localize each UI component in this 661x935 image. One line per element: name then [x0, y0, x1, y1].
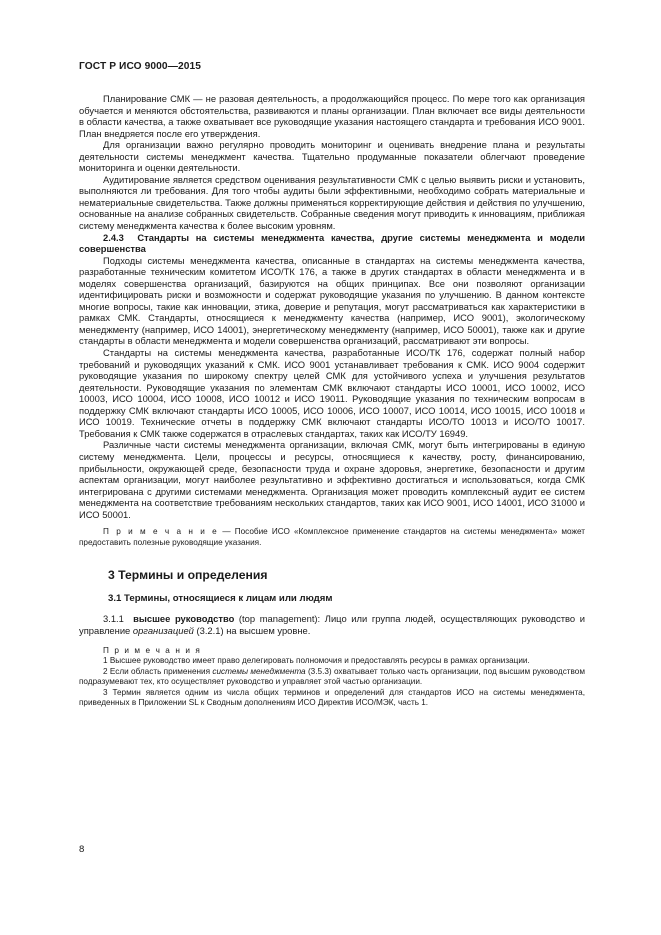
page-content — [79, 93, 585, 709]
notes-label: П р и м е ч а н и я — [103, 645, 202, 655]
paragraph-integration: Различные части системы менеджмента организации, включая СМК, могут быть интегрированы в единую систему менеджмента. Цели, процессы и ресурсы, относящиеся к качеству, росту, финансированию, прибыльности, окружающей среде, безопасности труда и охране здоровья, энергетике, безопасности и другим аспектам организации, могут наиболее результативно и эффективно достигаться и использоваться, когда СМК интегрирована с другими системами менеджмента. Организация может проводить комплексный аудит ее систем менеджмента на соответствие требованиям нескольких стандартов, таких как ИСО 9001, ИСО 14001, ИСО 31000 и ИСО 50001. — [79, 439, 585, 520]
definition-term: высшее руководство — [133, 613, 235, 625]
section-3-title: 3 Термины и определения — [108, 568, 268, 583]
paragraph-qms-planning: Планирование СМК — не разовая деятельность, а продолжающийся процесс. По мере того как организация обучается и меняются обстоятельства, развиваются и планы организации. План включает все виды деятельности в области качества, а также охватывает все руководящие указания настоящего стандарта и требования ИСО 9001. План внедряется после его утверждения. — [79, 93, 585, 139]
note-iso-handbook — [79, 527, 585, 548]
paragraph-auditing: Аудитирование является средством оценивания результативности СМК с целью выявить риски и установить, выполняются ли требования. Для того чтобы аудиты были эффективными, необходимо собрать материальные и нематериальные свидетельства. Также должны применяться корректирующие действия и действия по улучшению, основанные на анализе собранных свидетельств. Собранные сведения могут приводить к инновациям, приближая систему менеджмента качества к более высоким уровням. — [79, 173, 585, 232]
heading-text: Стандарты на системы менеджмента качества, другие системы менеджмента и модели совершенства — [79, 231, 585, 255]
note-2: 2 Если область применения системы менеджмента (3.5.3) охватывает только часть организации, под высшим руководством подразумевают тех, кто осуществляет руководство и управляет этой частью организации. — [79, 666, 585, 687]
document-header: ГОСТ Р ИСО 9000—2015 — [79, 61, 202, 72]
heading-number: 2.4.3 — [103, 231, 124, 243]
section-3-1-title: 3.1 Термины, относящиеся к лицам или людям — [108, 593, 333, 605]
paragraph-monitoring: Для организации важно регулярно проводить мониторинг и оценивать внедрение плана и результаты деятельности системы менеджмент качества. Тщательно продуманные показатели облегчают проведение мониторинга и оценки деятельности. — [79, 139, 585, 174]
definition-text-b: (3.2.1) на высшем уровне. — [193, 624, 311, 636]
paragraph-approaches: Подходы системы менеджмента качества, описанные в стандартах на системы менеджмента качества, разработанные техническим комитетом ИСО/ТК 176, а также в других стандартах в области менеджмента и в моделях совершенства организаций, базируются на общих принципах. Все они позволяют организации идентифицировать риски и возможности и содержат руководящие указания по улучшению. В данном контексте многие вопросы, такие как инновации, этика, доверие и репутация, могут рассматриваться как характеристики в рамках СМК. Стандарты, относящиеся к менеджменту качества (например, ИСО 9001), экологическому менеджменту (например, ИСО 14001), энергетическому менеджменту (например, ИСО 50001), также как и другие стандарты в области менеджмента и модели совершенства организаций, рассматривают эти вопросы. — [79, 254, 585, 347]
page-number: 8 — [79, 844, 85, 855]
note-label: П р и м е ч а н и е — [103, 527, 219, 537]
heading-2-4-3 — [79, 232, 585, 255]
definition-english: (top management): — [234, 613, 325, 625]
note-1: 1 Высшее руководство имеет право делегировать полномочия и предоставлять ресурсы в рамках организации. — [103, 656, 530, 666]
term-link-organization[interactable]: организацией — [132, 624, 194, 636]
note-text: — Пособие ИСО «Комплексное применение стандартов на системы менеджмента» может предоставить полезные руководящие указания. — [79, 527, 585, 547]
paragraph-standards-list: Стандарты на системы менеджмента качества, разработанные ИСО/ТК 176, содержат полный набор требований и руководящих указаний к СМК. ИСО 9001 устанавливает требования к СМК. ИСО 9004 содержит руководящие указания по широкому спектру целей СМК для устойчивого успеха и улучшения результатов деятельности. Руководящие указания по элементам СМК включают стандарты ИСО 10001, ИСО 10002, ИСО 10003, ИСО 10004, ИСО 10008, ИСО 10012 и ИСО 19011. Руководящие указания по техническим вопросам в поддержку СМК включают стандарты ИСО 10005, ИСО 10006, ИСО 10007, ИСО 10014, ИСО 10015, ИСО 10018 и ИСО 10019. Технические отчеты в поддержку СМК включают стандарты ИСО/ТО 10013 и ИСО/ТО 10017. Требования к СМК также содержатся в отраслевых стандартах, таких как ИСО/ТУ 16949. — [79, 347, 585, 439]
term-link-management-system[interactable]: системы менеджмента — [212, 666, 306, 676]
note-3: 3 Термин является одним из числа общих терминов и определений для стандартов ИСО на системы менеджмента, приведенных в Приложении SL к Сводным дополнениям ИСО Директив ИСО/МЭК, часть 1. — [79, 687, 585, 708]
definition-top-management — [79, 613, 585, 636]
definition-text-a: Лицо или группа людей, осуществляющих руководство и управление — [79, 613, 585, 636]
definition-number: 3.1.1 — [103, 613, 124, 625]
